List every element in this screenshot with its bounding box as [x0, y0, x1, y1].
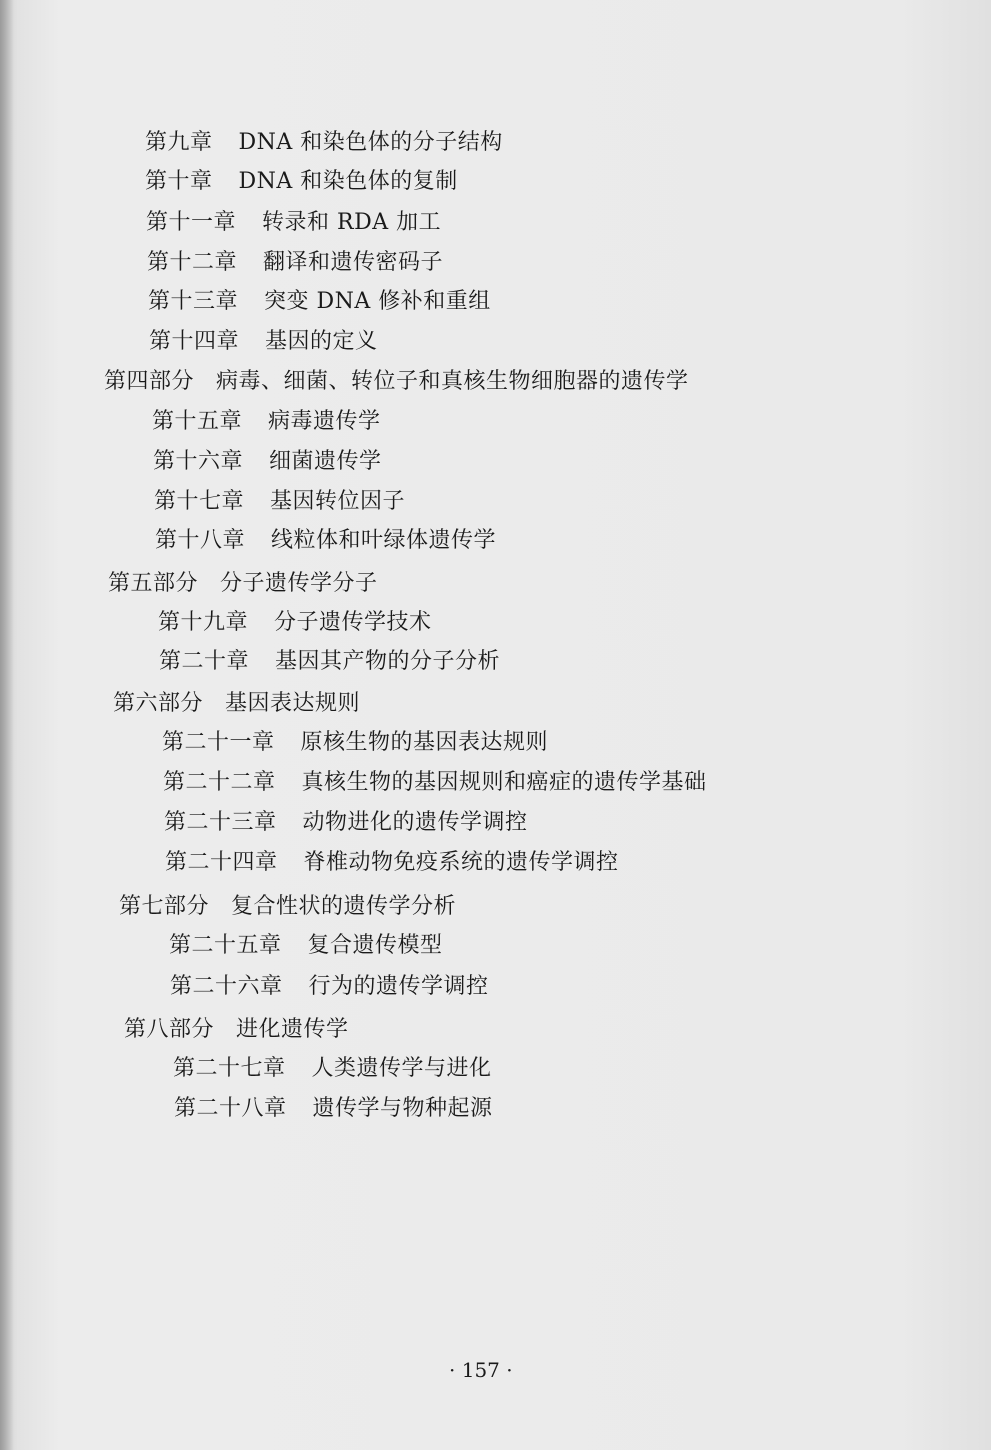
toc-entry-title: 细菌遗传学: [269, 449, 382, 474]
toc-part: [119, 892, 456, 922]
toc-entry: [153, 447, 382, 477]
toc-entry: [170, 972, 489, 1002]
toc-entry-title: 脊椎动物免疫系统的遗传学调控: [303, 850, 619, 875]
toc-part-title: 基因表达规则: [225, 691, 361, 716]
toc-entry-number: 第九章: [145, 130, 213, 155]
toc-entry-number: 第十四章: [149, 329, 240, 354]
toc-entry-title: 转录和 RDA 加工: [262, 210, 442, 235]
toc-entry-title: 动物进化的遗传学调控: [302, 810, 528, 835]
toc-entry-title: 分子遗传学技术: [274, 610, 432, 635]
toc-entry-number: 第二十八章: [174, 1096, 287, 1121]
toc-entry: [159, 647, 500, 677]
toc-entry-number: 第二十六章: [170, 974, 283, 999]
toc-part-title: 进化遗传学: [236, 1017, 349, 1042]
toc-part-number: 第四部分: [104, 369, 195, 394]
toc-part-number: 第五部分: [108, 571, 199, 596]
toc-entry: [169, 931, 443, 961]
toc-entry-number: 第二十五章: [169, 933, 282, 958]
toc-entry-number: 第二十七章: [173, 1056, 286, 1081]
toc-entry: [174, 1094, 493, 1124]
toc-entry-number: 第十二章: [147, 250, 238, 275]
toc-entry-title: DNA 和染色体的分子结构: [238, 130, 503, 155]
toc-entry-number: 第十九章: [158, 610, 249, 635]
toc-part-number: 第八部分: [124, 1017, 215, 1042]
toc-part: [113, 689, 360, 719]
toc-part-title: 分子遗传学分子: [220, 571, 378, 596]
toc-entry: [154, 487, 405, 517]
toc-entry: [173, 1054, 492, 1084]
toc-entry-title: 基因转位因子: [270, 489, 406, 514]
toc-entry-number: 第二十四章: [165, 850, 278, 875]
toc-part-number: 第六部分: [113, 691, 204, 716]
toc-entry-title: 线粒体和叶绿体遗传学: [271, 528, 497, 553]
toc-part: [104, 367, 689, 397]
toc-entry: [145, 128, 503, 158]
toc-entry-number: 第十七章: [154, 489, 245, 514]
toc-entry-title: 行为的遗传学调控: [308, 974, 489, 999]
toc-entry: [158, 608, 432, 638]
toc-entry: [148, 287, 491, 317]
toc-entry-title: 遗传学与物种起源: [312, 1096, 493, 1121]
toc-entry: [145, 167, 458, 197]
toc-entry-title: 复合遗传模型: [307, 933, 443, 958]
toc-entry-number: 第二十一章: [162, 730, 275, 755]
toc-entry-number: 第十八章: [155, 528, 246, 553]
page-number: · 157 ·: [449, 1358, 513, 1382]
toc-entry-title: DNA 和染色体的复制: [238, 169, 458, 194]
toc-entry-number: 第十六章: [153, 449, 244, 474]
toc-part-title: 病毒、细菌、转位子和真核生物细胞器的遗传学: [216, 369, 689, 394]
toc-entry-number: 第十章: [145, 169, 213, 194]
toc-entry-title: 突变 DNA 修补和重组: [264, 289, 491, 314]
toc-entry-title: 基因其产物的分子分析: [275, 649, 501, 674]
toc-part: [108, 569, 378, 599]
toc-part: [124, 1015, 349, 1045]
toc-entry: [155, 526, 496, 556]
toc-entry: [152, 407, 381, 437]
toc-part-number: 第七部分: [119, 894, 210, 919]
toc-entry-number: 第二十章: [159, 649, 250, 674]
toc-entry: [149, 327, 378, 357]
toc-entry-title: 真核生物的基因规则和癌症的遗传学基础: [301, 770, 707, 795]
toc-entry: [164, 808, 528, 838]
toc-entry-number: 第二十三章: [164, 810, 277, 835]
toc-entry: [147, 248, 443, 278]
toc-entry: [162, 728, 548, 758]
toc-entry-title: 原核生物的基因表达规则: [300, 730, 549, 755]
toc-entry-title: 病毒遗传学: [268, 409, 381, 434]
toc-entry-number: 第十一章: [146, 210, 237, 235]
toc-entry-number: 第二十二章: [163, 770, 276, 795]
toc-entry-number: 第十五章: [152, 409, 243, 434]
toc-entry-title: 翻译和遗传密码子: [263, 250, 444, 275]
toc-entry: [146, 208, 441, 238]
toc-entry-title: 人类遗传学与进化: [311, 1056, 492, 1081]
toc-entry: [163, 768, 707, 798]
toc-entry-number: 第十三章: [148, 289, 239, 314]
toc-part-title: 复合性状的遗传学分析: [231, 894, 457, 919]
toc-entry-title: 基因的定义: [265, 329, 378, 354]
toc-entry: [165, 848, 619, 878]
